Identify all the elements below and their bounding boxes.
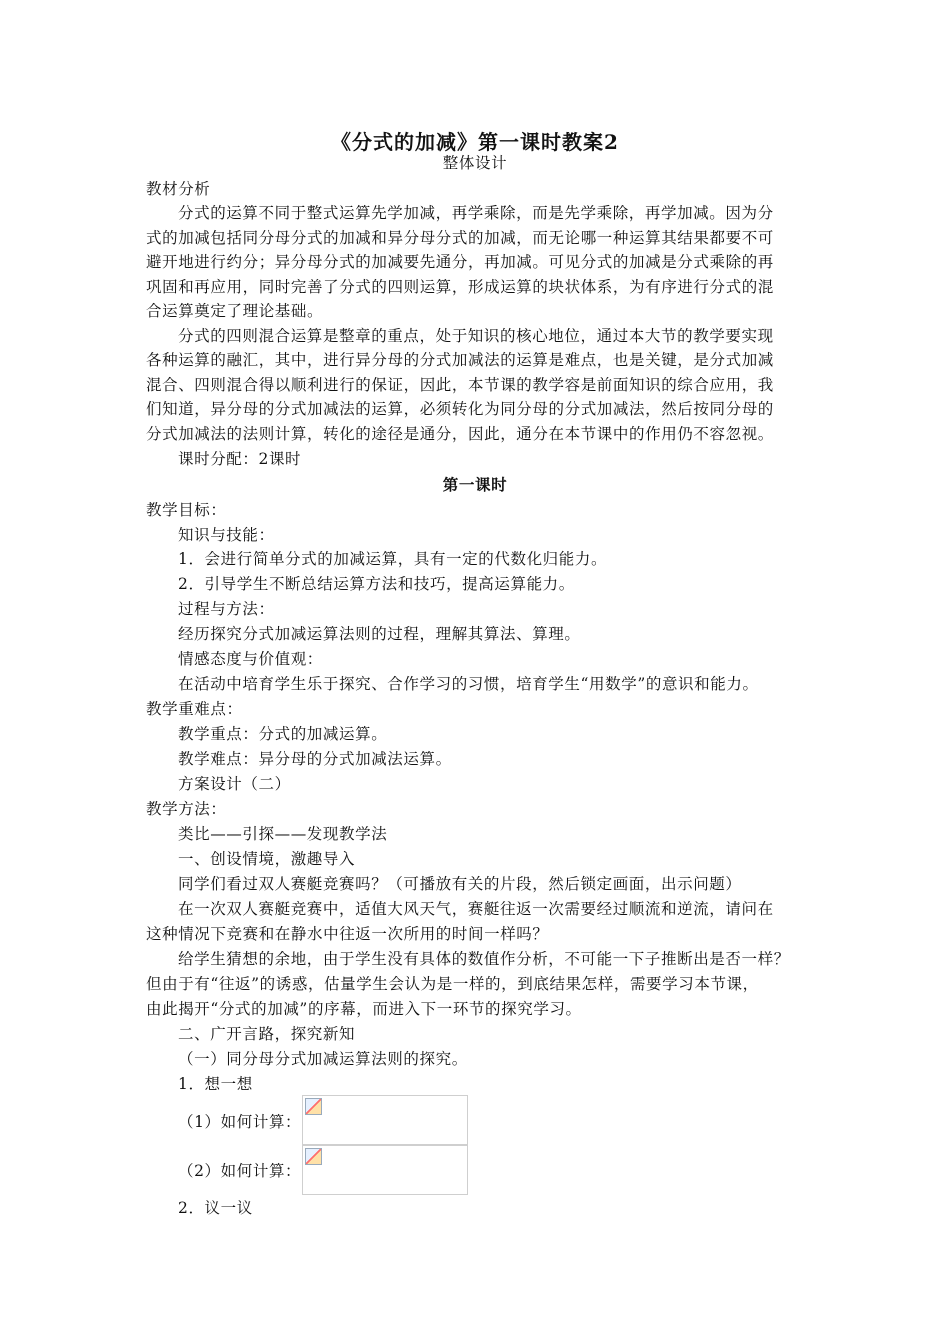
section-title: 第一课时 [442, 475, 508, 494]
section-heading: 一、创设情境，激趣导入 [178, 850, 356, 868]
formula-image-2 [302, 1145, 468, 1195]
list-label: 情感态度与价值观： [178, 650, 323, 668]
paragraph-line: 们知道，异分母的分式加减法的运算，必须转化为同分母的分式加减法，然后按同分母的 [146, 400, 774, 418]
document-title: 《分式的加减》第一课时教案2 [331, 130, 619, 154]
paragraph-line: 合运算奠定了理论基础。 [146, 302, 324, 320]
paragraph-line: 混合、四则混合得以顺利进行的保证，因此，本节课的教学容是前面知识的综合应用，我 [146, 376, 774, 394]
paragraph-line: 分式的运算不同于整式运算先学加减，再学乘除，而是先学乘除，再学加减。因为分 [178, 204, 774, 222]
paragraph-line: 给学生猜想的余地，由于学生没有具体的数值作分析，不可能一下子推断出是否一样？ [178, 950, 790, 968]
heading-material-analysis: 教材分析 [146, 180, 211, 198]
formula-image-1 [302, 1095, 468, 1145]
paragraph-line: 但由于有“往返”的诱惑，估量学生会认为是一样的，到底结果怎样，需要学习本节课， [146, 975, 759, 993]
list-label: 2．议一议 [178, 1199, 253, 1217]
paragraph-line: 这种情况下竞赛和在静水中往返一次所用的时间一样吗？ [146, 925, 549, 943]
heading-teaching-goals: 教学目标： [146, 501, 227, 519]
paragraph-line: 在一次双人赛艇竞赛中，适值大风天气，赛艇往返一次需要经过顺流和逆流，请问在 [178, 900, 774, 918]
teaching-method: 类比——引探——发现教学法 [178, 825, 388, 843]
list-item: 1．会进行简单分式的加减运算，具有一定的代数化归能力。 [178, 550, 608, 568]
list-item: 教学重点：分式的加减运算。 [178, 725, 388, 743]
paragraph-line: 巩固和再应用，同时完善了分式的四则运算，形成运算的块状体系，为有序进行分式的混 [146, 278, 774, 296]
document-subtitle: 整体设计 [442, 154, 508, 172]
heading-key-difficult: 教学重难点： [146, 700, 243, 718]
list-label: 过程与方法： [178, 600, 275, 618]
list-item: 2．引导学生不断总结运算方法和技巧，提高运算能力。 [178, 575, 575, 593]
paragraph-line: 同学们看过双人赛艇竞赛吗？（可播放有关的片段，然后锁定画面，出示问题） [178, 875, 742, 893]
paragraph-line: 分式加减法的法则计算，转化的途径是通分，因此，通分在本节课中的作用仍不容忽视。 [146, 425, 774, 443]
question-1-label: （1）如何计算： [178, 1113, 302, 1131]
plan-design: 方案设计（二） [178, 775, 291, 793]
paragraph-line: 分式的四则混合运算是整章的重点，处于知识的核心地位，通过本大节的教学要实现 [178, 327, 774, 345]
heading-teaching-method: 教学方法： [146, 800, 227, 818]
question-2-label: （2）如何计算： [178, 1162, 302, 1180]
broken-image-icon [305, 1098, 322, 1115]
broken-image-icon [305, 1148, 322, 1165]
list-label: 知识与技能： [178, 526, 275, 544]
paragraph-line: 各种运算的融汇，其中，进行异分母的分式加减法的运算是难点，也是关键，是分式加减 [146, 351, 774, 369]
list-item: 教学难点：异分母的分式加减法运算。 [178, 750, 452, 768]
list-label: 1．想一想 [178, 1075, 253, 1093]
lesson-allocation: 课时分配：2课时 [178, 450, 302, 468]
paragraph-line: 式的加减包括同分母分式的加减和异分母分式的加减，而无论哪一种运算其结果都要不可 [146, 229, 774, 247]
paragraph-line: 避开地进行约分；异分母分式的加减要先通分，再加减。可见分式的加减是分式乘除的再 [146, 253, 774, 271]
list-item: 经历探究分式加减运算法则的过程，理解其算法、算理。 [178, 625, 581, 643]
subsection-heading: （一）同分母分式加减运算法则的探究。 [178, 1050, 468, 1068]
section-heading: 二、广开言路，探究新知 [178, 1025, 356, 1043]
paragraph-line: 由此揭开“分式的加减”的序幕，而进入下一环节的探究学习。 [146, 1000, 582, 1018]
list-item: 在活动中培育学生乐于探究、合作学习的习惯，培育学生“用数学”的意识和能力。 [178, 675, 759, 693]
